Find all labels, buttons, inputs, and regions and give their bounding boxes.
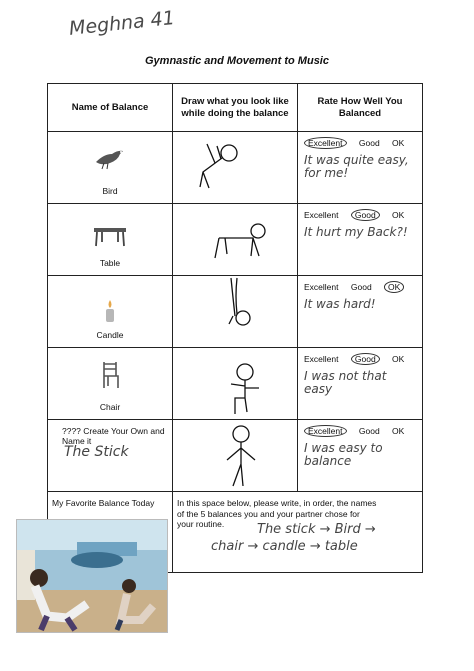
rating-comment: I was not that easy bbox=[304, 369, 387, 396]
table-row bbox=[48, 420, 423, 492]
bird-icon bbox=[90, 142, 130, 172]
rating-comment: It was hard! bbox=[304, 297, 376, 311]
rating-options bbox=[304, 210, 414, 220]
rating-options bbox=[304, 354, 414, 364]
routine-line-2: chair → candle → table bbox=[211, 539, 358, 554]
rating-options bbox=[304, 282, 414, 292]
page-title: Gymnastic and Movement to Music bbox=[145, 55, 329, 67]
stick-figure-drawing bbox=[173, 276, 298, 347]
stick-figure-drawing bbox=[173, 132, 298, 203]
rating-comment: It was quite easy, for me! bbox=[304, 153, 409, 180]
routine-instruction: In this space below, please write, in order, the names of the 5 balances you and your partner chose for your routine. bbox=[177, 498, 377, 529]
rating-excellent[interactable]: Excellent bbox=[304, 137, 347, 149]
rating-good[interactable]: Good bbox=[351, 353, 380, 365]
balance-name-cell bbox=[48, 204, 173, 276]
custom-balance-name: The Stick bbox=[64, 444, 129, 460]
rating-options bbox=[304, 138, 414, 148]
balance-table bbox=[47, 83, 423, 573]
rating-cell bbox=[298, 348, 423, 420]
rating-ok[interactable]: OK bbox=[384, 281, 404, 293]
stick-figure-drawing bbox=[173, 348, 298, 419]
rating-excellent[interactable]: Excellent bbox=[304, 282, 339, 292]
favorite-label: My Favorite Balance Today bbox=[52, 498, 155, 508]
rating-good[interactable]: Good bbox=[358, 426, 380, 436]
balance-name-cell bbox=[48, 420, 173, 492]
rating-cell bbox=[298, 420, 423, 492]
balance-label: Table bbox=[99, 258, 121, 268]
table-icon bbox=[90, 224, 130, 250]
rating-ok[interactable]: OK bbox=[392, 354, 405, 364]
balance-name-cell bbox=[48, 348, 173, 420]
rating-comment: It hurt my Back?! bbox=[304, 225, 408, 239]
rating-ok[interactable]: OK bbox=[392, 426, 405, 436]
rating-excellent[interactable]: Excellent bbox=[304, 425, 347, 437]
balance-label: Chair bbox=[99, 402, 121, 412]
header-name: Name of Balance bbox=[48, 84, 173, 132]
student-name: Meghna 41 bbox=[68, 6, 176, 40]
header-rate: Rate How Well You Balanced bbox=[298, 84, 423, 132]
drawing-cell bbox=[173, 348, 298, 420]
rating-excellent[interactable]: Excellent bbox=[304, 210, 339, 220]
balance-label: Bird bbox=[102, 186, 118, 196]
balance-label: Candle bbox=[96, 330, 124, 340]
balance-name-cell bbox=[48, 276, 173, 348]
table-row bbox=[48, 132, 423, 204]
rating-cell bbox=[298, 276, 423, 348]
rating-good[interactable]: Good bbox=[351, 209, 380, 221]
create-own-label: ???? Create Your Own and Name it bbox=[62, 426, 165, 446]
candle-icon bbox=[100, 298, 120, 324]
rating-ok[interactable]: OK bbox=[392, 138, 405, 148]
routine-cell bbox=[173, 492, 423, 573]
rating-cell bbox=[298, 132, 423, 204]
header-draw: Draw what you look like while doing the balance bbox=[173, 84, 298, 132]
table-row bbox=[48, 276, 423, 348]
stick-figure-drawing bbox=[173, 204, 298, 275]
rating-comment: I was easy to balance bbox=[304, 441, 383, 468]
drawing-cell bbox=[173, 420, 298, 492]
rating-excellent[interactable]: Excellent bbox=[304, 354, 339, 364]
drawing-cell bbox=[173, 204, 298, 276]
table-row bbox=[48, 348, 423, 420]
stick-figure-drawing bbox=[173, 420, 298, 491]
balance-photo bbox=[16, 519, 168, 633]
rating-cell bbox=[298, 204, 423, 276]
routine-line-1: The stick → Bird → bbox=[257, 522, 376, 537]
rating-options bbox=[304, 426, 414, 436]
table-row bbox=[48, 204, 423, 276]
drawing-cell bbox=[173, 132, 298, 204]
chair-icon bbox=[98, 360, 122, 392]
students-balancing-photo bbox=[17, 520, 167, 632]
balance-name-cell bbox=[48, 132, 173, 204]
rating-good[interactable]: Good bbox=[350, 282, 372, 292]
rating-good[interactable]: Good bbox=[358, 138, 380, 148]
drawing-cell bbox=[173, 276, 298, 348]
rating-ok[interactable]: OK bbox=[392, 210, 405, 220]
